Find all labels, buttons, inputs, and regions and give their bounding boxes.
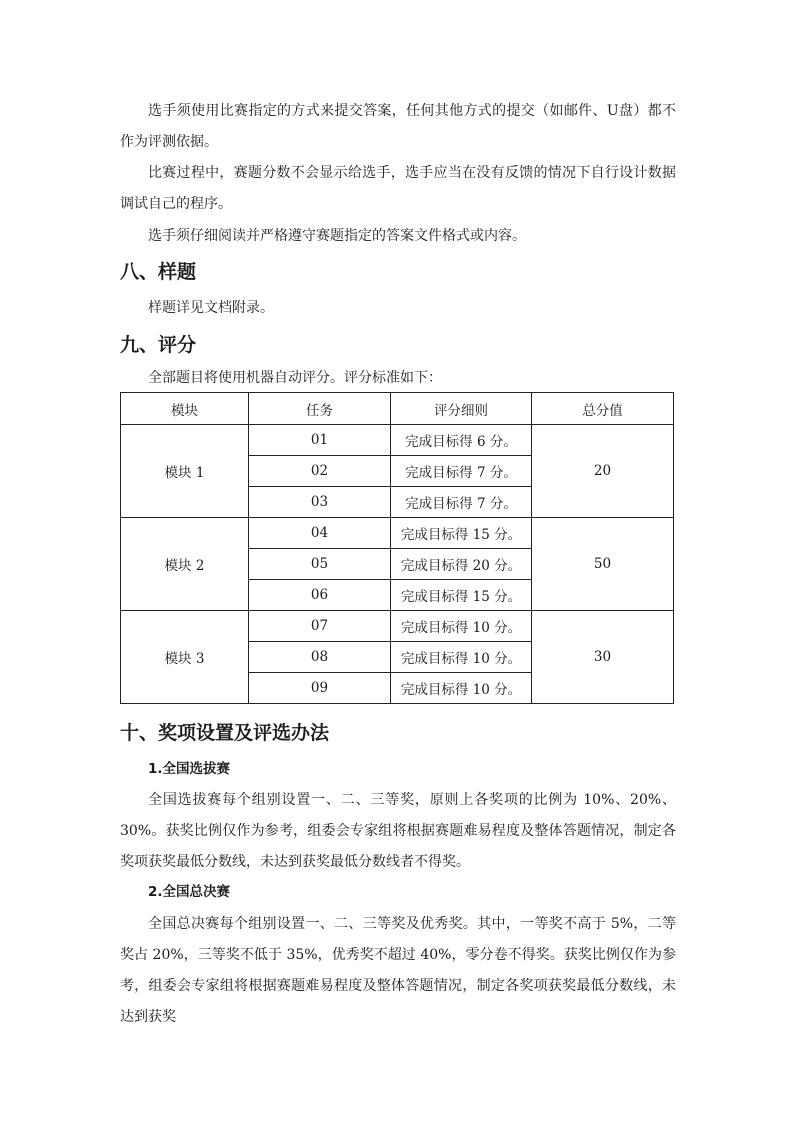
detail-cell: 完成目标得 15 分。 xyxy=(391,580,532,611)
section-heading-awards: 十、奖项设置及评选办法 xyxy=(120,722,330,744)
module-cell: 模块 1 xyxy=(121,425,249,518)
detail-cell: 完成目标得 10 分。 xyxy=(391,642,532,673)
total-cell: 30 xyxy=(532,611,674,704)
subheading-national-selection: 1.全国选拔赛 xyxy=(148,761,231,777)
task-cell: 06 xyxy=(249,580,391,611)
table-row xyxy=(121,518,674,549)
table-header-row xyxy=(121,393,674,425)
task-cell: 04 xyxy=(249,518,391,549)
task-cell: 07 xyxy=(249,611,391,642)
table-row xyxy=(121,611,674,642)
header-total: 总分值 xyxy=(532,393,674,425)
scoring-table xyxy=(120,392,674,704)
paragraph-national-selection: 全国选拔赛每个组别设置一、二、三等奖，原则上各奖项的比例为 10%、20%、30%。获奖比例仅作为参考，组委会专家组将根据赛题难易程度及整体答题情况，制定各奖项获奖最低分数线，未达到获奖最低分数线者不得奖。 xyxy=(120,792,676,870)
detail-cell: 完成目标得 6 分。 xyxy=(391,425,532,456)
scoring-table-caption: 全部题目将使用机器自动评分。评分标准如下： xyxy=(148,370,442,386)
paragraph-answer-format: 选手须仔细阅读并严格遵守赛题指定的答案文件格式或内容。 xyxy=(148,228,526,244)
task-cell: 05 xyxy=(249,549,391,580)
module-cell: 模块 3 xyxy=(121,611,249,704)
task-cell: 09 xyxy=(249,673,391,704)
header-task: 任务 xyxy=(249,393,391,425)
section-heading-scoring: 九、评分 xyxy=(120,334,197,356)
task-cell: 01 xyxy=(249,425,391,456)
detail-cell: 完成目标得 20 分。 xyxy=(391,549,532,580)
section-heading-sample: 八、样题 xyxy=(120,261,197,283)
subheading-national-final: 2.全国总决赛 xyxy=(148,884,231,900)
detail-cell: 完成目标得 15 分。 xyxy=(391,518,532,549)
paragraph-score-hidden: 比赛过程中，赛题分数不会显示给选手，选手应当在没有反馈的情况下自行设计数据调试自己的程序。 xyxy=(120,165,676,212)
paragraph-submission-method: 选手须使用比赛指定的方式来提交答案，任何其他方式的提交（如邮件、U盘）都不作为评测依据。 xyxy=(120,103,676,150)
module-cell: 模块 2 xyxy=(121,518,249,611)
total-cell: 20 xyxy=(532,425,674,518)
paragraph-sample-appendix: 样题详见文档附录。 xyxy=(148,300,274,316)
detail-cell: 完成目标得 10 分。 xyxy=(391,673,532,704)
detail-cell: 完成目标得 7 分。 xyxy=(391,487,532,518)
detail-cell: 完成目标得 7 分。 xyxy=(391,456,532,487)
header-detail: 评分细则 xyxy=(391,393,532,425)
table-row xyxy=(121,425,674,456)
header-module: 模块 xyxy=(121,393,249,425)
paragraph-national-final: 全国总决赛每个组别设置一、二、三等奖及优秀奖。其中，一等奖不高于 5%，二等奖占 20%，三等奖不低于 35%，优秀奖不超过 40%，零分卷不得奖。获奖比例仅作为参考，组委会专家组将根据赛题难易程度及整体答题情况，制定各奖项获奖最低分数线，未达到获奖 xyxy=(120,916,676,1025)
task-cell: 02 xyxy=(249,456,391,487)
total-cell: 50 xyxy=(532,518,674,611)
task-cell: 08 xyxy=(249,642,391,673)
detail-cell: 完成目标得 10 分。 xyxy=(391,611,532,642)
task-cell: 03 xyxy=(249,487,391,518)
